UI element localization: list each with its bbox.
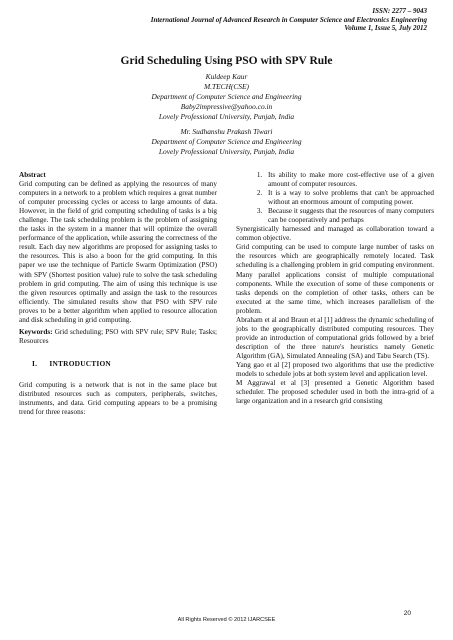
paper-title: Grid Scheduling Using PSO with SPV Rule	[120, 55, 333, 67]
intro-paragraph: Grid computing is a network that is not in the same place but distributed resources such as computers, peripherals, switches, instruments, and data. Grid computing appears to be a promising trend for three reasons:	[19, 380, 217, 417]
list-item: 3. Because it suggests that the resources of many computers can be cooperatively and perhaps	[264, 207, 434, 225]
author-affiliation: Lovely Professional University, Punjab, India	[158, 112, 295, 121]
left-column	[19, 171, 217, 417]
volume-line: Volume 1, Issue 5, July 2012	[344, 24, 427, 32]
reasons-list	[236, 171, 434, 225]
right-column	[236, 171, 434, 406]
list-item: 1. Its ability to make more cost-effective use of a given amount of computer resources.	[264, 171, 434, 189]
footer-rights: All Rights Reserved © 2012 IJARCSEE	[177, 617, 276, 623]
section-number: I.	[32, 358, 38, 368]
author-name: Mr. Sudhanshu Prakash Tiwari	[180, 127, 273, 136]
keywords	[19, 328, 217, 346]
body-paragraph: M Aggrawal et al [3] presented a Genetic Algorithm based scheduler. The proposed scheduler used in both the intra-grid of a large organization and in a research grid consisting	[236, 379, 434, 406]
abstract-heading: Abstract	[19, 171, 46, 179]
keywords-label: Keywords:	[19, 327, 53, 336]
list-item: 2. It is a way to solve problems that can't be approached without an enormous amount of computing power.	[264, 189, 434, 207]
author-affiliation: Lovely Professional University, Punjab, India	[158, 147, 295, 156]
author-name: Kuldeep Kaur	[205, 72, 248, 81]
body-paragraph: Grid computing can be used to compute large number of tasks on the resources which are geographically remotely located. Task scheduling is a challenging problem in grid computing environment. Many parallel applications consist of multiple computational components. While the execution of some of these components or tasks depends on the completion of other tasks, others can be executed at the same time, which increases parallelism of the problem.	[236, 243, 434, 315]
author-department: Department of Computer Science and Engineering	[151, 137, 302, 146]
author-department: Department of Computer Science and Engineering	[151, 92, 302, 101]
section-heading	[19, 359, 217, 368]
body-paragraph: Yang gao et al [2] proposed two algorithms that use the predictive models to schedule jobs at both system level and application level.	[236, 360, 434, 379]
author-block-1	[0, 72, 453, 122]
author-degree: M.TECH(CSE)	[204, 82, 249, 91]
issn-line: ISSN: 2277 – 9043	[372, 7, 427, 15]
author-email: Baby2impressive@yahoo.co.in	[180, 102, 273, 111]
body-paragraph: Abraham et al and Braun et al [1] address the dynamic scheduling of jobs to the geographically distributed computing resources. They provide an introduction of computational grids followed by a brief description of the three nature's heuristics namely Genetic Algorithm (GA), Simulated Annealing (SA) and Tabu Search (TS).	[236, 315, 434, 360]
author-block-2	[0, 127, 453, 157]
running-header	[151, 7, 427, 33]
page-number: 20	[403, 610, 411, 617]
section-title: INTRODUCTION	[49, 358, 111, 368]
journal-name: International Journal of Advanced Research in Computer Science and Electronics Engineering	[150, 15, 427, 24]
keywords-text: Grid scheduling; PSO with SPV rule; SPV Rule; Tasks; Resources	[19, 327, 218, 345]
abstract-text: Grid computing can be defined as applying the resources of many computers in a network to a problem which requires a great number of computer processing cycles or access to large amounts of data. However, in the field of grid computing scheduling of tasks is a big challenge. The task scheduling problem is the problem of assigning the tasks in the system in a manner that will optimize the overall performance of the application, while assuring the correctness of the result. Each day new algorithms are proposed for assigning tasks to the resources. This is also a boon for the grid computing. In this paper we use the technique of Particle Swarm Optimization (PSO) with SPV (Shortest position value) rule to solve the task scheduling problem in grid computing. The aim of using this technique is use the given resources optimally and assign the task to the resources efficiently. The simulated results show that PSO with SPV rule proves to be a better algorithm when applied to resource allocation and disk scheduling in grid computing.	[19, 180, 217, 324]
body-paragraph: Synergistically harnessed and managed as collaboration toward a common objective.	[236, 225, 434, 243]
